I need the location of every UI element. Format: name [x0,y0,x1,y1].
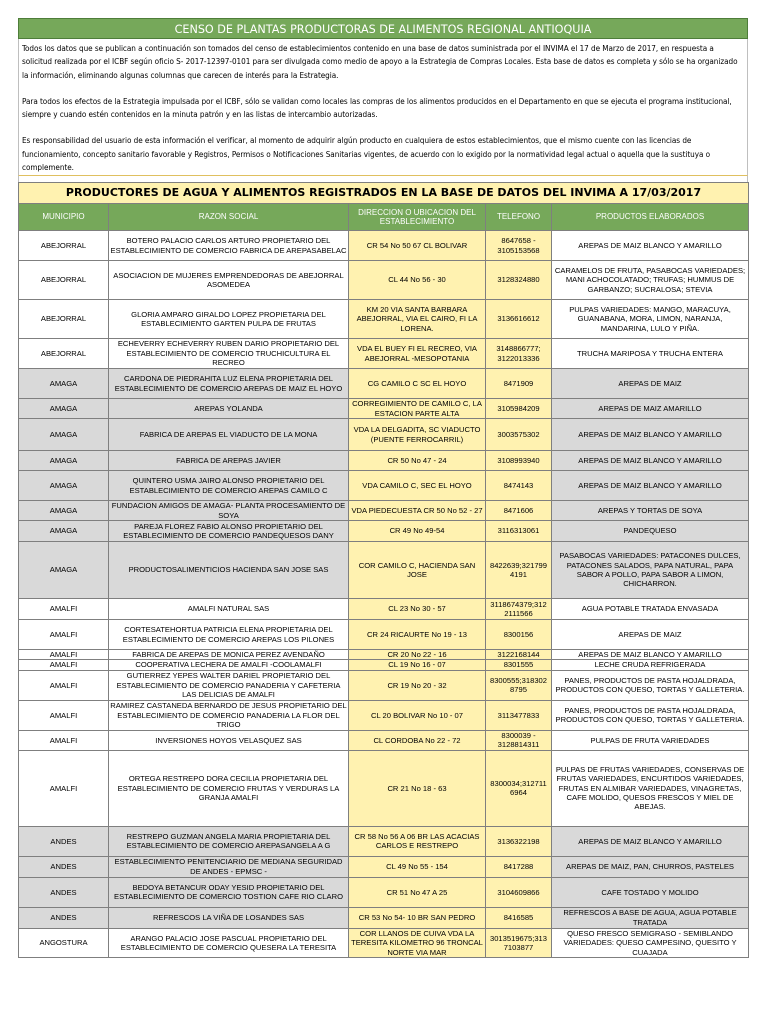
cell-telefono: 3003575302 [486,419,552,451]
cell-municipio: AMALFI [19,620,109,650]
column-header-direccion: DIRECCION O UBICACION DEL ESTABLECIMIENTO [349,204,486,231]
cell-telefono: 8300156 [486,620,552,650]
cell-razon-social: RESTREPO GUZMAN ANGELA MARIA PROPIETARIA DEL ESTABLECIMIENTO DE COMERCIO AREPASANGELA A G [109,826,349,856]
cell-telefono: 3108993940 [486,451,552,471]
cell-direccion: VDA CAMILO C, SEC EL HOYO [349,471,486,501]
cell-telefono: 3118674379;312 2111566 [486,599,552,620]
cell-direccion: CL CORDOBA No 22 - 72 [349,730,486,750]
cell-municipio: ABEJORRAL [19,339,109,369]
table-row [19,620,749,650]
cell-municipio: AMALFI [19,730,109,750]
cell-direccion: CR 24 RICAURTE No 19 - 13 [349,620,486,650]
table-row [19,599,749,620]
cell-municipio: AMALFI [19,700,109,730]
cell-telefono: 8647658 - 3105153568 [486,231,552,261]
cell-municipio: AMAGA [19,369,109,399]
intro-notes [18,39,748,175]
table-body [19,231,749,958]
cell-productos: PANES, PRODUCTOS DE PASTA HOJALDRADA, PRODUCTOS CON QUESO, TORTAS Y GALLETERIA. [552,700,749,730]
cell-direccion: COR CAMILO C, HACIENDA SAN JOSE [349,542,486,599]
table-row [19,399,749,419]
cell-municipio: ANDES [19,826,109,856]
table-row [19,856,749,877]
cell-productos: PANES, PRODUCTOS DE PASTA HOJALDRADA, PRODUCTOS CON QUESO, TORTAS Y GALLETERIA. [552,670,749,700]
cell-telefono: 3122168144 [486,650,552,660]
cell-razon-social: CORTESATEHORTUA PATRICIA ELENA PROPIETARIA DEL ESTABLECIMIENTO DE COMERCIO AREPAS LOS PILONES [109,620,349,650]
cell-productos: CAFE TOSTADO Y MOLIDO [552,877,749,907]
cell-productos: AREPAS DE MAIZ BLANCO Y AMARILLO [552,451,749,471]
cell-razon-social: PAREJA FLOREZ FABIO ALONSO PROPIETARIO DEL ESTABLECIMIENTO DE COMERCIO PANDEQUESOS DANY [109,521,349,542]
cell-telefono: 8300555;318302 8795 [486,670,552,700]
cell-telefono: 8416585 [486,907,552,928]
table-row [19,826,749,856]
table-heading: PRODUCTORES DE AGUA Y ALIMENTOS REGISTRADOS EN LA BASE DE DATOS DEL INVIMA A 17/03/2017 [19,183,749,204]
cell-razon-social: INVERSIONES HOYOS VELASQUEZ SAS [109,730,349,750]
cell-telefono: 3105984209 [486,399,552,419]
cell-direccion: CORREGIMIENTO DE CAMILO C, LA ESTACION PARTE ALTA [349,399,486,419]
cell-razon-social: REFRESCOS LA VIÑA DE LOSANDES SAS [109,907,349,928]
cell-productos: PASABOCAS VARIEDADES: PATACONES DULCES, PATACONES SALADOS, PAPA NATURAL, PAPA SABOR A POLLO, PAPA SABOR A LIMON, CHICHARRON. [552,542,749,599]
cell-municipio: AMAGA [19,419,109,451]
cell-razon-social: ARANGO PALACIO JOSE PASCUAL PROPIETARIO DEL ESTABLECIMIENTO DE COMERCIO QUESERA LA TERESITA [109,928,349,957]
cell-razon-social: FABRICA DE AREPAS DE MONICA PEREZ AVENDAÑO [109,650,349,660]
cell-direccion: CR 54 No 50 67 CL BOLIVAR [349,231,486,261]
cell-productos: AREPAS DE MAIZ BLANCO Y AMARILLO [552,826,749,856]
cell-direccion: CR 58 No 56 A 06 BR LAS ACACIAS CARLOS E RESTREPO [349,826,486,856]
producers-table [18,182,749,958]
section-divider [18,175,748,182]
cell-productos: QUESO FRESCO SEMIGRASO - SEMIBLANDO VARIEDADES: QUESO CAMPESINO, QUESITO Y CUAJADA [552,928,749,957]
cell-razon-social: PRODUCTOSALIMENTICIOS HACIENDA SAN JOSE SAS [109,542,349,599]
cell-telefono: 3128324880 [486,261,552,300]
cell-productos: AGUA POTABLE TRATADA ENVASADA [552,599,749,620]
cell-razon-social: ASOCIACION DE MUJERES EMPRENDEDORAS DE ABEJORRAL ASOMEDEA [109,261,349,300]
intro-paragraph: Para todos los efectos de la Estrategia impulsada por el ICBF, sólo se validan como locales las compras de los alimentos producidos en el Departamento en que se ejecuta el programa institucional, siempre y cuando estén contenidos en la minuta patrón y en las listas de intercambio autorizadas. [22,95,732,120]
cell-direccion: CL 19 No 16 - 07 [349,660,486,670]
cell-productos: LECHE CRUDA REFRIGERADA [552,660,749,670]
cell-direccion: CR 49 No 49-54 [349,521,486,542]
cell-direccion: CL 23 No 30 - 57 [349,599,486,620]
cell-razon-social: COOPERATIVA LECHERA DE AMALFI -COOLAMALFI [109,660,349,670]
cell-direccion: CL 44 No 56 - 30 [349,261,486,300]
cell-razon-social: AMALFI NATURAL SAS [109,599,349,620]
cell-razon-social: BOTERO PALACIO CARLOS ARTURO PROPIETARIO DEL ESTABLECIMIENTO DE COMERCIO FABRICA DE AREPASABELAC [109,231,349,261]
cell-razon-social: BEDOYA BETANCUR ODAY YESID PROPIETARIO DEL ESTABLECIMIENTO DE COMERCIO TOSTION CAFE RIO CLARO [109,877,349,907]
cell-direccion: VDA PIEDECUESTA CR 50 No 52 - 27 [349,501,486,521]
cell-productos: AREPAS DE MAIZ AMARILLO [552,399,749,419]
cell-razon-social: GUTIERREZ YEPES WALTER DARIEL PROPIETARIO DEL ESTABLECIMIENTO DE COMERCIO PANADERIA Y CAFETERIA LAS DELICIAS DE AMALFI [109,670,349,700]
cell-telefono: 8471606 [486,501,552,521]
table-row [19,670,749,700]
cell-municipio: AMALFI [19,750,109,826]
cell-direccion: CR 21 No 18 - 63 [349,750,486,826]
cell-telefono: 3013519675;313 7103877 [486,928,552,957]
cell-direccion: CL 20 BOLIVAR No 10 - 07 [349,700,486,730]
cell-razon-social: ECHEVERRY ECHEVERRY RUBEN DARIO PROPIETARIO DEL ESTABLECIMIENTO DE COMERCIO TRUCHICULTURA EL RECREO [109,339,349,369]
table-row [19,521,749,542]
cell-municipio: ANGOSTURA [19,928,109,957]
cell-direccion: KM 20 VIA SANTA BARBARA ABEJORRAL, VIA EL CAIRO, FI LA LORENA. [349,300,486,339]
cell-municipio: AMAGA [19,399,109,419]
cell-direccion: CR 20 No 22 - 16 [349,650,486,660]
column-header-productos: PRODUCTOS ELABORADOS [552,204,749,231]
cell-telefono: 8474143 [486,471,552,501]
table-row [19,660,749,670]
cell-productos: AREPAS DE MAIZ BLANCO Y AMARILLO [552,650,749,660]
cell-municipio: ANDES [19,877,109,907]
cell-telefono: 8417288 [486,856,552,877]
cell-municipio: AMALFI [19,670,109,700]
cell-razon-social: CARDONA DE PIEDRAHITA LUZ ELENA PROPIETARIA DEL ESTABLECIMIENTO DE COMERCIO AREPAS DE MAIZ EL HOYO [109,369,349,399]
cell-razon-social: ORTEGA RESTREPO DORA CECILIA PROPIETARIA DEL ESTABLECIMIENTO DE COMERCIO FRUTAS Y VERDURAS LA GRANJA AMALFI [109,750,349,826]
table-row [19,501,749,521]
cell-productos: AREPAS Y TORTAS DE SOYA [552,501,749,521]
table-row [19,750,749,826]
intro-paragraph: Todos los datos que se publican a continuación son tomados del censo de establecimientos contenido en una base de datos suministrada por el INVIMA el 17 de Marzo de 2017, en respuesta a solicitud realizada por el ICBF según oficio S- 2017-12397-0101 para ser divulgada como medio de apoyo a la Estrategia de Compras Locales. Esta base de datos es completa y sólo se ha organizado la información, eliminando algunas columnas que carecen de interés para la Estrategia. [22,43,738,80]
cell-razon-social: QUINTERO USMA JAIRO ALONSO PROPIETARIO DEL ESTABLECIMIENTO DE COMERCIO AREPAS CAMILO C [109,471,349,501]
table-row [19,339,749,369]
cell-municipio: ABEJORRAL [19,261,109,300]
cell-telefono: 8422639;321799 4191 [486,542,552,599]
cell-productos: PULPAS VARIEDADES: MANGO, MARACUYA, GUANABANA, MORA, LIMON, NARANJA, MANDARINA, LULO Y PIÑA. [552,300,749,339]
spreadsheet-page [18,18,748,958]
cell-razon-social: GLORIA AMPARO GIRALDO LOPEZ PROPIETARIA DEL ESTABLECIMIENTO GARTEN PULPA DE FRUTAS [109,300,349,339]
intro-paragraph: Es responsabilidad del usuario de esta información el verificar, al momento de adquirir algún producto en cualquiera de estos establecimientos, que el mismo cuente con las licencias de funcionamiento, concepto sanitario favorable y Registros, Permisos o Notificaciones Sanitarias vigentes, de acuerdo con lo exigido por la normatividad legal actual o aquella que la sustituya o complemente. [22,135,711,173]
cell-municipio: ANDES [19,856,109,877]
cell-productos: AREPAS DE MAIZ, PAN, CHURROS, PASTELES [552,856,749,877]
cell-municipio: AMAGA [19,471,109,501]
table-row [19,261,749,300]
cell-razon-social: FUNDACION AMIGOS DE AMAGA- PLANTA PROCESAMIENTO DE SOYA [109,501,349,521]
cell-razon-social: FABRICA DE AREPAS JAVIER [109,451,349,471]
table-row [19,419,749,451]
cell-telefono: 8300039 - 3128814311 [486,730,552,750]
cell-productos: AREPAS DE MAIZ BLANCO Y AMARILLO [552,231,749,261]
table-row [19,650,749,660]
cell-telefono: 8300034;312711 6964 [486,750,552,826]
cell-productos: CARAMELOS DE FRUTA, PASABOCAS VARIEDADES; MANI ACHOCOLATADO; TRUFAS; HUMMUS DE GARBANZO; SUCRALOSA; STEVIA [552,261,749,300]
cell-municipio: AMAGA [19,542,109,599]
cell-direccion: VDA EL BUEY FI EL RECREO, VIA ABEJORRAL -MESOPOTANIA [349,339,486,369]
cell-telefono: 3136616612 [486,300,552,339]
cell-direccion: VDA LA DELGADITA, SC VIADUCTO (PUENTE FERROCARRIL) [349,419,486,451]
cell-telefono: 8471909 [486,369,552,399]
cell-productos: AREPAS DE MAIZ [552,369,749,399]
table-row [19,907,749,928]
cell-municipio: ABEJORRAL [19,300,109,339]
column-header-razon-social: RAZON SOCIAL [109,204,349,231]
cell-razon-social: AREPAS YOLANDA [109,399,349,419]
table-row [19,877,749,907]
cell-razon-social: RAMIREZ CASTANEDA BERNARDO DE JESUS PROPIETARIO DEL ESTABLECIMIENTO DE COMERCIO PANADERIA LA FLOR DEL TRIGO [110,701,347,730]
cell-razon-social: FABRICA DE AREPAS EL VIADUCTO DE LA MONA [109,419,349,451]
cell-productos: AREPAS DE MAIZ BLANCO Y AMARILLO [552,419,749,451]
cell-telefono: 3113477833 [486,700,552,730]
table-row [19,471,749,501]
cell-municipio: AMALFI [19,650,109,660]
cell-direccion: CR 53 No 54- 10 BR SAN PEDRO [349,907,486,928]
table-row [19,700,749,730]
cell-municipio: AMAGA [19,521,109,542]
cell-municipio: AMALFI [19,599,109,620]
cell-municipio: ANDES [19,907,109,928]
cell-municipio: AMAGA [19,451,109,471]
table-row [19,542,749,599]
table-row [19,369,749,399]
table-row [19,730,749,750]
table-row [19,300,749,339]
cell-productos: PANDEQUESO [552,521,749,542]
cell-productos: REFRESCOS A BASE DE AGUA, AGUA POTABLE TRATADA [552,907,749,928]
cell-direccion: CL 49 No 55 - 154 [349,856,486,877]
cell-municipio: ABEJORRAL [19,231,109,261]
cell-telefono: 3136322198 [486,826,552,856]
column-header-municipio: MUNICIPIO [19,204,109,231]
cell-productos: PULPAS DE FRUTA VARIEDADES [552,730,749,750]
cell-direccion: CG CAMILO C SC EL HOYO [349,369,486,399]
table-row [19,231,749,261]
cell-telefono: 3148866777; 3122013336 [486,339,552,369]
table-row [19,928,749,957]
document-title: CENSO DE PLANTAS PRODUCTORAS DE ALIMENTOS REGIONAL ANTIOQUIA [18,18,748,39]
cell-municipio: AMALFI [19,660,109,670]
cell-productos: PULPAS DE FRUTAS VARIEDADES, CONSERVAS DE FRUTAS VARIEDADES, ENCURTIDOS VARIEDADES, FRUTAS EN ALMIBAR VARIEDADES, VINAGRETAS, CAFE MOLIDO, QUESOS FRESCOS Y MIEL DE ABEJAS. [552,750,749,826]
column-header-telefono: TELEFONO [486,204,552,231]
cell-direccion: CR 51 No 47 A 25 [349,877,486,907]
table-row [19,451,749,471]
cell-razon-social: ESTABLECIMIENTO PENITENCIARIO DE MEDIANA SEGURIDAD DE ANDES - EPMSC - [109,856,349,877]
cell-telefono: 3104609866 [486,877,552,907]
cell-productos: TRUCHA MARIPOSA Y TRUCHA ENTERA [552,339,749,369]
cell-productos: AREPAS DE MAIZ BLANCO Y AMARILLO [552,471,749,501]
cell-direccion: CR 19 No 20 - 32 [349,670,486,700]
cell-productos: AREPAS DE MAIZ [552,620,749,650]
cell-direccion: COR LLANOS DE CUIVA VDA LA TERESITA KILOMETRO 96 TRONCAL NORTE VIA MAR [349,928,486,957]
cell-telefono: 8301555 [486,660,552,670]
cell-telefono: 3116313061 [486,521,552,542]
cell-municipio: AMAGA [19,501,109,521]
cell-direccion: CR 50 No 47 - 24 [349,451,486,471]
